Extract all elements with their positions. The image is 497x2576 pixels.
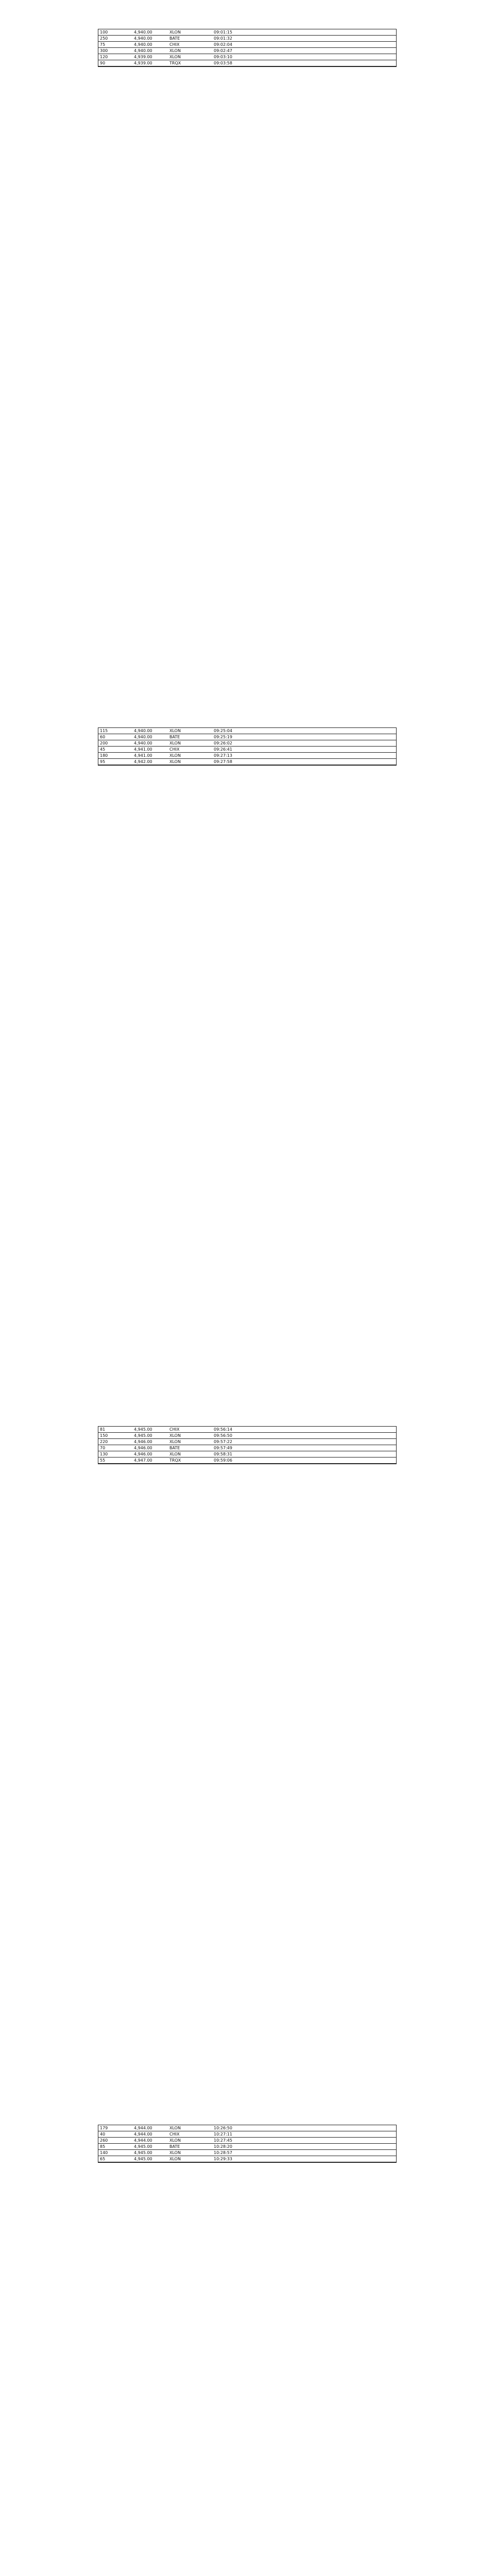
price-cell: 4,947.00 (132, 1458, 165, 1464)
transactions-table (98, 2125, 396, 2162)
venue-cell: XLON (165, 1439, 212, 1445)
table-row (98, 740, 396, 747)
quantity-cell: 130 (98, 1451, 132, 1458)
table-row (98, 2125, 396, 2131)
time-cell: 09:02:47 (212, 48, 256, 54)
empty-cell (256, 747, 396, 753)
table-row (98, 2150, 396, 2156)
venue-cell: CHIX (165, 747, 212, 753)
table-block (98, 29, 397, 67)
price-cell: 4,946.00 (132, 1451, 165, 1458)
price-cell: 4,940.00 (132, 42, 165, 48)
empty-cell (256, 1458, 396, 1464)
empty-cell (256, 54, 396, 60)
venue-cell: BATE (165, 36, 212, 42)
quantity-cell: 220 (98, 1439, 132, 1445)
table-row (98, 1439, 396, 1445)
venue-cell: CHIX (165, 2131, 212, 2138)
quantity-cell: 200 (98, 740, 132, 747)
table-row (98, 1427, 396, 1433)
table-row (98, 759, 396, 765)
empty-cell (256, 29, 396, 36)
time-cell: 09:27:58 (212, 759, 256, 765)
quantity-cell: 70 (98, 1445, 132, 1451)
time-cell: 09:02:04 (212, 42, 256, 48)
empty-cell (256, 1439, 396, 1445)
price-cell: 4,945.00 (132, 1427, 165, 1433)
time-cell: 09:56:50 (212, 1433, 256, 1439)
price-cell: 4,940.00 (132, 728, 165, 734)
venue-cell: BATE (165, 2144, 212, 2150)
transactions-table (98, 29, 396, 66)
price-cell: 4,946.00 (132, 1445, 165, 1451)
table-block (98, 2125, 397, 2163)
time-cell: 09:26:02 (212, 740, 256, 747)
quantity-cell: 179 (98, 2125, 132, 2131)
price-cell: 4,944.00 (132, 2138, 165, 2144)
table-row (98, 36, 396, 42)
table-row (98, 2144, 396, 2150)
empty-cell (256, 1445, 396, 1451)
quantity-cell: 150 (98, 1433, 132, 1439)
price-cell: 4,940.00 (132, 29, 165, 36)
empty-cell (256, 1433, 396, 1439)
price-cell: 4,945.00 (132, 1433, 165, 1439)
time-cell: 10:28:20 (212, 2144, 256, 2150)
venue-cell: XLON (165, 728, 212, 734)
empty-cell (256, 2144, 396, 2150)
table-row (98, 2156, 396, 2162)
quantity-cell: 140 (98, 2150, 132, 2156)
venue-cell: XLON (165, 48, 212, 54)
quantity-cell: 115 (98, 728, 132, 734)
venue-cell: TRQX (165, 1458, 212, 1464)
time-cell: 09:25:19 (212, 734, 256, 740)
empty-cell (256, 753, 396, 759)
price-cell: 4,942.00 (132, 759, 165, 765)
table-row (98, 2131, 396, 2138)
time-cell: 09:27:13 (212, 753, 256, 759)
time-cell: 09:03:58 (212, 60, 256, 66)
quantity-cell: 90 (98, 60, 132, 66)
quantity-cell: 95 (98, 759, 132, 765)
table-row (98, 2138, 396, 2144)
venue-cell: XLON (165, 54, 212, 60)
transactions-table (98, 728, 396, 765)
quantity-cell: 75 (98, 42, 132, 48)
price-cell: 4,941.00 (132, 747, 165, 753)
price-cell: 4,944.00 (132, 2125, 165, 2131)
empty-cell (256, 740, 396, 747)
price-cell: 4,940.00 (132, 48, 165, 54)
time-cell: 09:25:04 (212, 728, 256, 734)
table-row (98, 60, 396, 66)
time-cell: 09:01:32 (212, 36, 256, 42)
table-row (98, 1458, 396, 1464)
price-cell: 4,944.00 (132, 2131, 165, 2138)
table-row (98, 1451, 396, 1458)
table-row (98, 747, 396, 753)
empty-cell (256, 2150, 396, 2156)
table-row (98, 42, 396, 48)
table-row (98, 54, 396, 60)
quantity-cell: 100 (98, 29, 132, 36)
empty-cell (256, 2138, 396, 2144)
venue-cell: XLON (165, 2156, 212, 2162)
time-cell: 10:26:50 (212, 2125, 256, 2131)
venue-cell: BATE (165, 734, 212, 740)
quantity-cell: 60 (98, 734, 132, 740)
price-cell: 4,940.00 (132, 36, 165, 42)
time-cell: 09:26:41 (212, 747, 256, 753)
venue-cell: BATE (165, 1445, 212, 1451)
empty-cell (256, 60, 396, 66)
quantity-cell: 45 (98, 747, 132, 753)
quantity-cell: 120 (98, 54, 132, 60)
quantity-cell: 260 (98, 2138, 132, 2144)
table-row (98, 734, 396, 740)
empty-cell (256, 2125, 396, 2131)
price-cell: 4,939.00 (132, 60, 165, 66)
quantity-cell: 81 (98, 1427, 132, 1433)
venue-cell: XLON (165, 29, 212, 36)
table-row (98, 48, 396, 54)
table-block (98, 727, 397, 766)
time-cell: 09:01:15 (212, 29, 256, 36)
venue-cell: CHIX (165, 42, 212, 48)
quantity-cell: 55 (98, 1458, 132, 1464)
time-cell: 10:27:11 (212, 2131, 256, 2138)
quantity-cell: 85 (98, 2144, 132, 2150)
table-block (98, 1426, 397, 1464)
time-cell: 10:29:33 (212, 2156, 256, 2162)
empty-cell (256, 1451, 396, 1458)
price-cell: 4,939.00 (132, 54, 165, 60)
venue-cell: XLON (165, 1433, 212, 1439)
quantity-cell: 40 (98, 2131, 132, 2138)
time-cell: 10:28:57 (212, 2150, 256, 2156)
price-cell: 4,941.00 (132, 753, 165, 759)
quantity-cell: 180 (98, 753, 132, 759)
price-cell: 4,945.00 (132, 2144, 165, 2150)
quantity-cell: 250 (98, 36, 132, 42)
quantity-cell: 65 (98, 2156, 132, 2162)
price-cell: 4,945.00 (132, 2156, 165, 2162)
venue-cell: XLON (165, 2150, 212, 2156)
empty-cell (256, 42, 396, 48)
quantity-cell: 300 (98, 48, 132, 54)
empty-cell (256, 2156, 396, 2162)
price-cell: 4,946.00 (132, 1439, 165, 1445)
venue-cell: CHIX (165, 1427, 212, 1433)
time-cell: 09:59:06 (212, 1458, 256, 1464)
venue-cell: XLON (165, 759, 212, 765)
price-cell: 4,945.00 (132, 2150, 165, 2156)
price-cell: 4,940.00 (132, 734, 165, 740)
time-cell: 09:58:31 (212, 1451, 256, 1458)
venue-cell: XLON (165, 740, 212, 747)
table-row (98, 29, 396, 36)
venue-cell: TRQX (165, 60, 212, 66)
table-row (98, 1445, 396, 1451)
venue-cell: XLON (165, 753, 212, 759)
time-cell: 09:56:14 (212, 1427, 256, 1433)
table-row (98, 1433, 396, 1439)
venue-cell: XLON (165, 1451, 212, 1458)
empty-cell (256, 36, 396, 42)
transactions-table (98, 1427, 396, 1464)
empty-cell (256, 734, 396, 740)
table-row (98, 753, 396, 759)
time-cell: 09:57:22 (212, 1439, 256, 1445)
venue-cell: XLON (165, 2138, 212, 2144)
price-cell: 4,940.00 (132, 740, 165, 747)
time-cell: 10:27:45 (212, 2138, 256, 2144)
time-cell: 09:57:49 (212, 1445, 256, 1451)
time-cell: 09:03:10 (212, 54, 256, 60)
empty-cell (256, 48, 396, 54)
venue-cell: XLON (165, 2125, 212, 2131)
empty-cell (256, 759, 396, 765)
empty-cell (256, 2131, 396, 2138)
table-row (98, 728, 396, 734)
empty-cell (256, 1427, 396, 1433)
empty-cell (256, 728, 396, 734)
